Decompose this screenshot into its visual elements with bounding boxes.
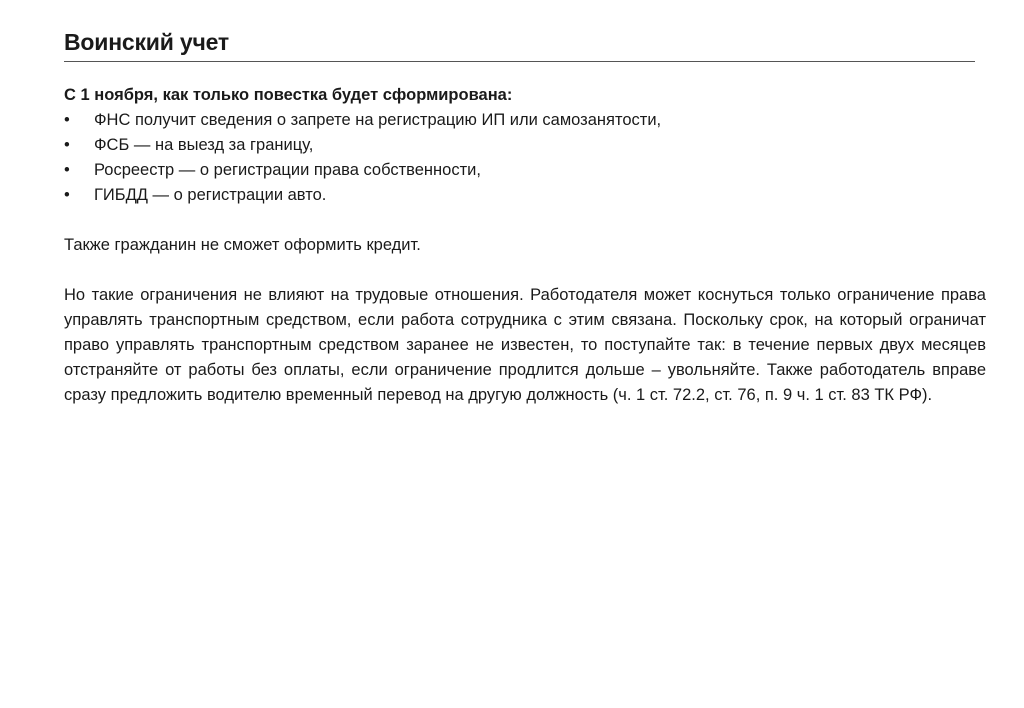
list-item xyxy=(64,158,986,183)
bullet-icon: • xyxy=(64,136,70,154)
credit-note: Также гражданин не сможет оформить кредит. xyxy=(64,236,421,254)
list-item-text: ФСБ — на выезд за границу, xyxy=(94,136,314,154)
employment-note: Но такие ограничения не влияют на трудовые отношения. Работодателя может коснуться только ограничение права управлять транспортным средством, если работа сотрудника с этим связана. Поскольку срок, на который ограничат право управлять транспортным средством заранее не известен, то поступайте так: в течение первых двух месяцев отстраняйте от работы без оплаты, если ограничение продлится дольше – увольняйте. Также работодатель вправе сразу предложить водителю временный перевод на другую должность (ч. 1 ст. 72.2, ст. 76, п. 9 ч. 1 ст. 83 ТК РФ). xyxy=(64,286,986,404)
bullet-icon: • xyxy=(64,111,70,129)
list-item-text: ФНС получит сведения о запрете на регистрацию ИП или самозанятости, xyxy=(94,111,662,129)
page-title: Воинский учет xyxy=(64,29,229,55)
lead-heading: С 1 ноября, как только повестка будет сформирована: xyxy=(64,86,513,104)
list-item-text: ГИБДД — о регистрации авто. xyxy=(94,186,327,204)
slide-body xyxy=(64,83,986,408)
list-item xyxy=(64,133,986,158)
list-item-text: Росреестр — о регистрации права собственности, xyxy=(94,161,481,179)
bullet-icon: • xyxy=(64,161,70,179)
title-divider xyxy=(64,61,975,62)
list-item xyxy=(64,108,986,133)
bullet-list xyxy=(64,108,986,208)
bullet-icon: • xyxy=(64,186,70,204)
list-item xyxy=(64,183,986,208)
